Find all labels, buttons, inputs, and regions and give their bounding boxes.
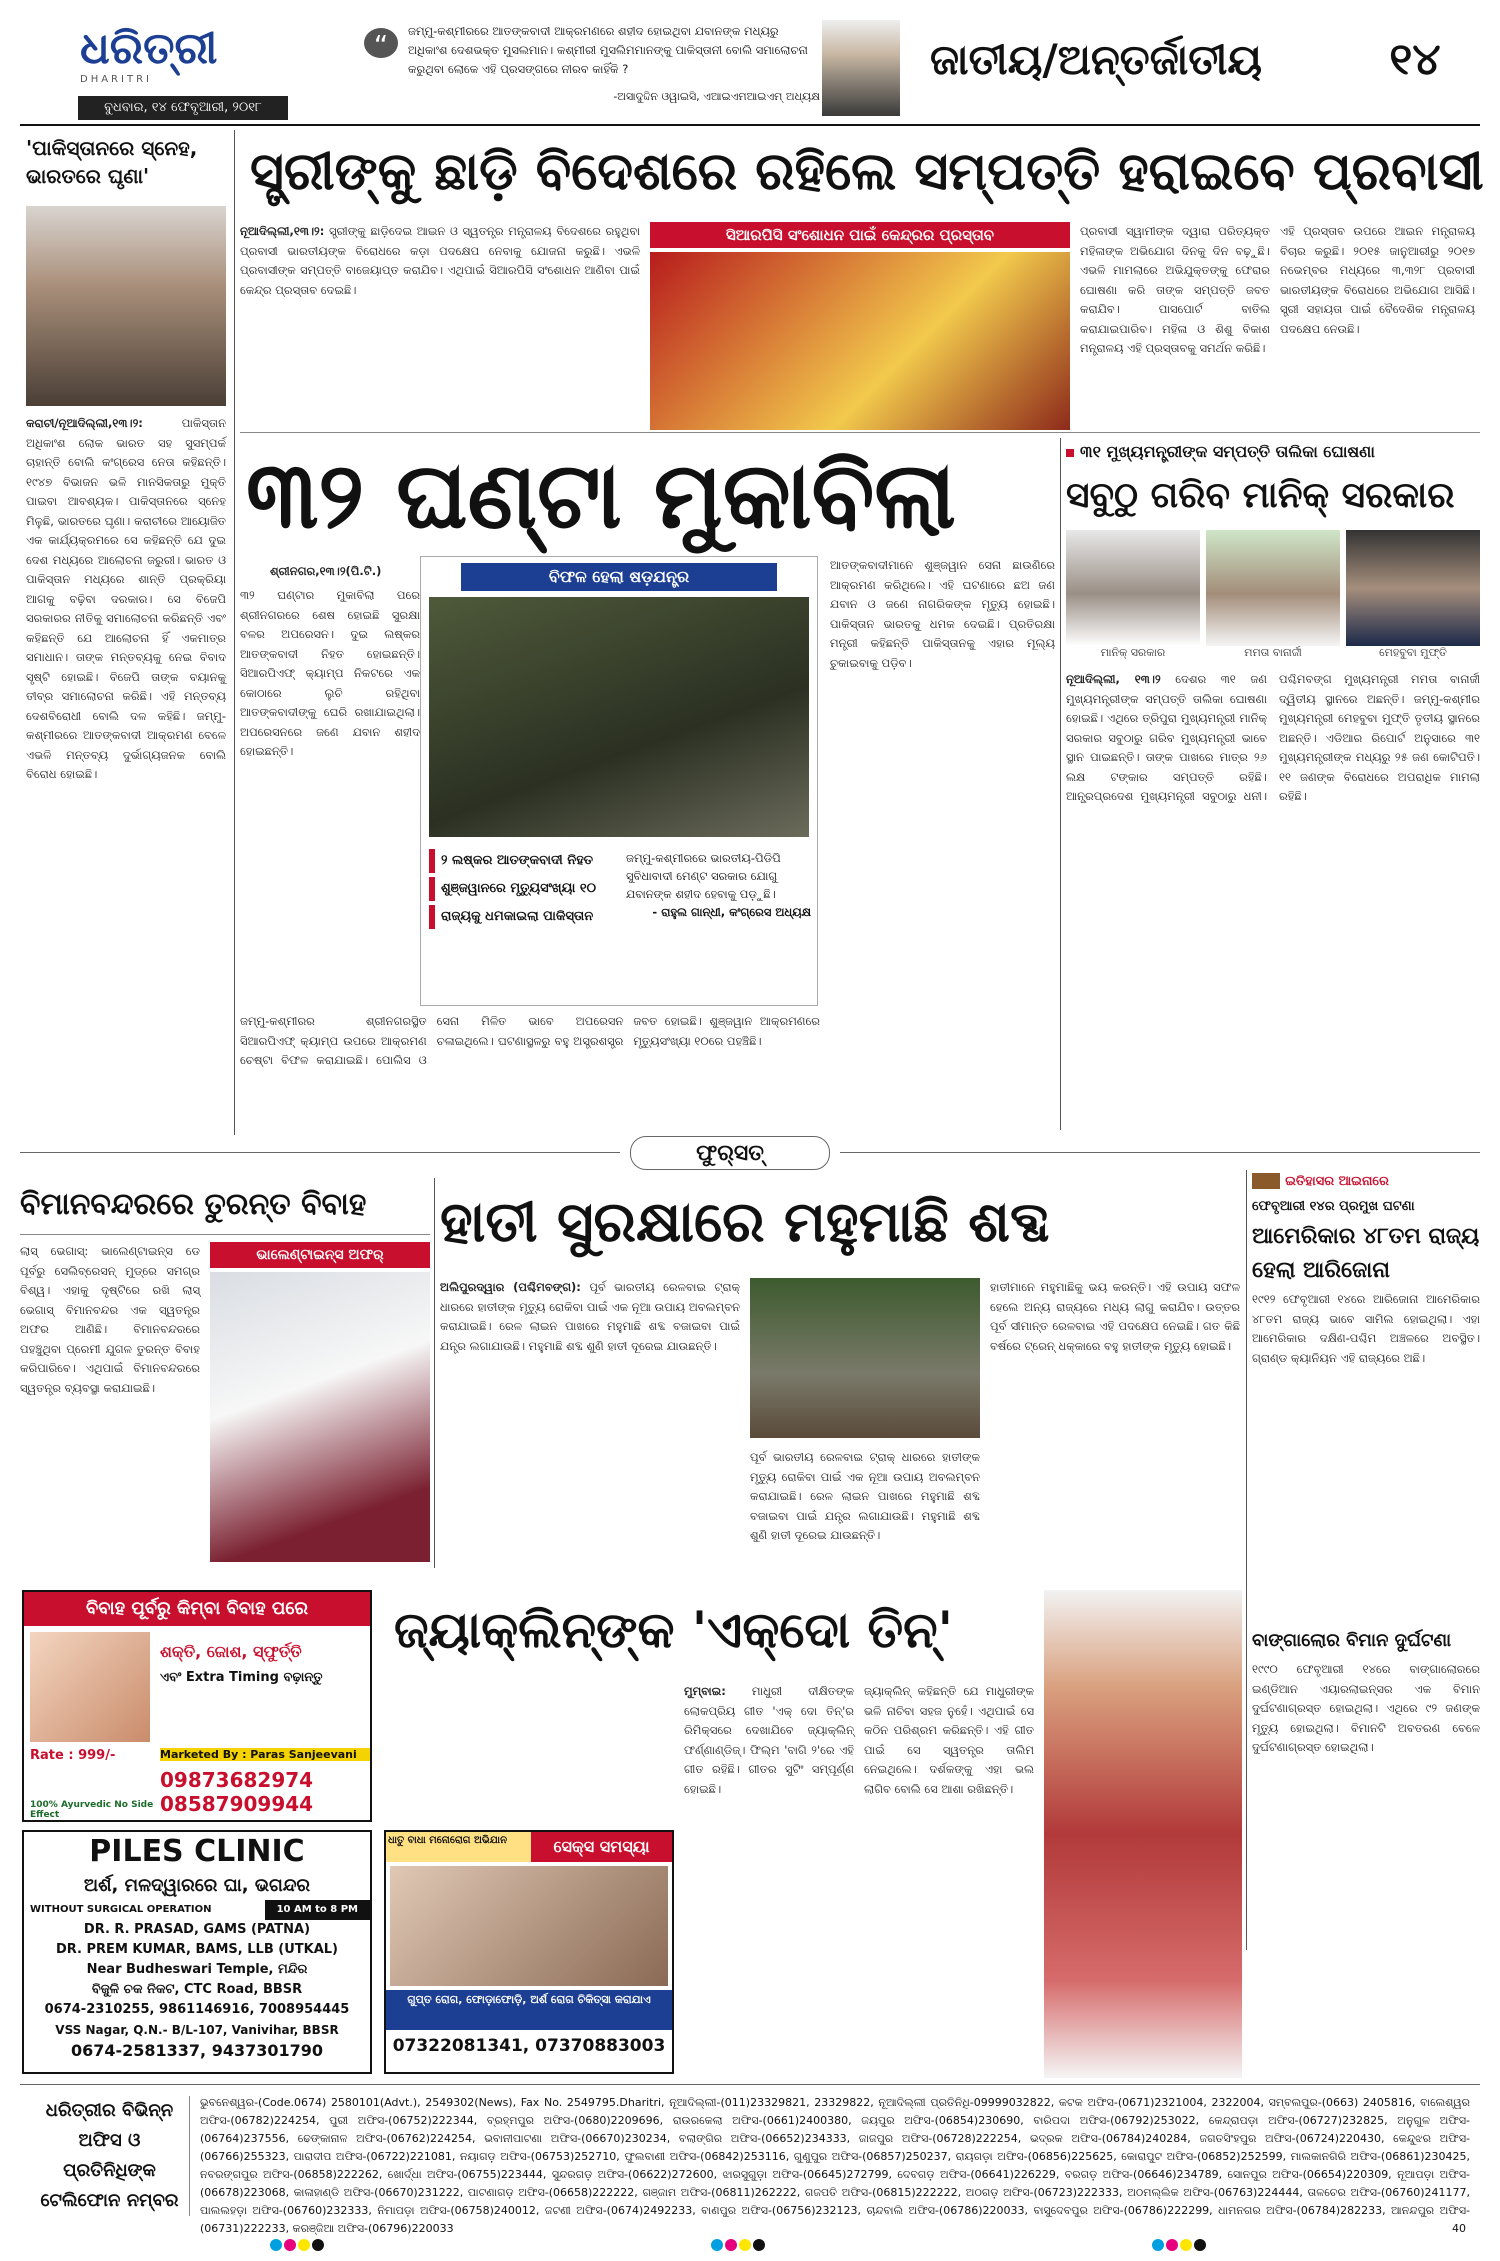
elephant-col3: ପୂର୍ବ ଭାରତୀୟ ରେଳବାଇ ଟ୍ରାକ୍ ଧାରରେ ହାତୀଙ୍କ ମୃତ୍ୟୁ ରୋକିବା ପାଇଁ ଏକ ନୂଆ ଉପାୟ ଅବଲମ୍ବନ କରାଯାଇଛି। ରେଳ ଲାଇନ ପାଖରେ ମହୁମାଛି ଶବ୍ଦ ବଜାଇବା ପାଇଁ ଯନ୍ତ୍ର ଲଗାଯାଉଛି। ମହୁମାଛି ଶବ୍ଦ ଶୁଣି ହାତୀ ଦୂରେଇ ଯାଉଛନ୍ତି।: [750, 1450, 980, 1542]
main-story-photo-label: ବିଫଳ ହେଲା ଷଡ଼ଯନ୍ତ୍ର: [461, 563, 777, 591]
ad-vivah-phone1: 09873682974: [160, 1768, 314, 1792]
itihas-body-2: ୧୯୯୦ ଫେବୃଆରୀ ୧୪ରେ ବାଙ୍ଗାଲୋରରେ ଇଣ୍ଡିଆନ ଏୟାରଲାଇନ୍ସର ଏକ ବିମାନ ଦୁର୍ଘଟଣାଗ୍ରସ୍ତ ହୋଇଥିଲା। ଏଥିରେ ୯୨ ଜଣଙ୍କ ମୃତ୍ୟୁ ହୋଇଥିଲା। ବିମାନଟି ଅବତରଣ ବେଳେ ଦୁର୍ଘଟଣାଗ୍ରସ୍ତ ହୋଇଥିଲା।: [1252, 1662, 1480, 1754]
elephant-divider: [1246, 1170, 1247, 1950]
logo-text: ଧରିତ୍ରୀ: [80, 23, 218, 74]
quote-portrait: [822, 20, 900, 116]
furusat-rule-right: [840, 1152, 1480, 1153]
left-body-text: ପାକିସ୍ତାନ ଅଧିକାଂଶ ଲୋକ ଭାରତ ସହ ସୁସମ୍ପର୍କ ଚାହାନ୍ତି ବୋଲି କଂଗ୍ରେସ ନେତା କହିଛନ୍ତି। ୧୯୪୭ ବିଭାଜନ ଭଳି ମାନସିକତାରୁ ମୁକ୍ତି ପାଇବା ଆବଶ୍ୟକ। ପାକିସ୍ତାନରେ ସ୍ନେହ ମିଳୁଛି, ଭାରତରେ ଘୃଣା। କରାଚୀରେ ଆୟୋଜିତ ଏକ କାର୍ଯ୍ୟକ୍ରମରେ ସେ କହିଛନ୍ତି ଯେ ଦୁଇ ଦେଶ ମଧ୍ୟରେ ଆଲୋଚନା ଜରୁରୀ। ଭାରତ ଓ ପାକିସ୍ତାନ ମଧ୍ୟରେ ଶାନ୍ତି ପ୍ରକ୍ରିୟା ଆଗକୁ ବଢ଼ିବା ଦରକାର। ସେ ବିଜେପି ସରକାରର ନୀତିକୁ ସମାଲୋଚନା କରିଛନ୍ତି ଏବଂ କହିଛନ୍ତି ଯେ ଆଲୋଚନା ହିଁ ଏକମାତ୍ର ସମାଧାନ। ତାଙ୍କ ମନ୍ତବ୍ୟକୁ ନେଇ ବିବାଦ ସୃଷ୍ଟି ହୋଇଛି। ବିଜେପି ତାଙ୍କ ବୟାନକୁ ତୀବ୍ର ସମାଲୋଚନା କରିଛି। ଏହି ମନ୍ତବ୍ୟ ଦେଶବିରୋଧୀ ବୋଲି ଦଳ କହିଛି। ଜମ୍ମୁ-କଶ୍ମୀରରେ ଆତଙ୍କବାଦୀ ଆକ୍ରମଣ ବେଳେ ଏଭଳି ମନ୍ତବ୍ୟ ଦୁର୍ଭାଗ୍ୟଜନକ ବୋଲି ବିରୋଧ ହୋଇଛି।: [26, 416, 226, 781]
elephant-photo: [750, 1278, 980, 1438]
ad-piles-title: PILES CLINIC: [89, 1834, 305, 1869]
wedding-hands-photo: [650, 252, 1070, 430]
cm-caption: ମମତା ବାନାର୍ଜୀ: [1244, 646, 1302, 659]
ad-vivah-title: ବିବାହ ପୂର୍ବରୁ କିମ୍ବା ବିବାହ ପରେ: [24, 1592, 370, 1626]
top-story-col4: ଏହି ପ୍ରସ୍ତାବ ଉପରେ ଆଇନ ମନ୍ତ୍ରାଳୟ ବିଚାର କରୁଛି। ୨୦୧୫ ଜାନୁଆରୀରୁ ୨୦୧୭ ନଭେମ୍ବର ମଧ୍ୟରେ ୩,୩୨୮ ପ୍ରବାସୀ ଭାରତୀୟଙ୍କ ବିରୋଧରେ ଅଭିଯୋଗ ଆସିଛି। ସ୍ତ୍ରୀ ସହାୟତା ପାଇଁ ବୈଦେଶିକ ମନ୍ତ୍ରାଳୟ ପଦକ୍ଷେପ ନେଉଛି।: [1280, 224, 1475, 336]
main-story-divider: [1060, 438, 1061, 1130]
ad-vivah-extra: ଶକ୍ତି, ଜୋଶ, ସ୍ଫୁର୍ତ୍ତି: [160, 1642, 302, 1661]
cm-caption: ମେହବୁବା ମୁଫ୍ତି: [1379, 646, 1447, 659]
wedding-couple-photo: [210, 1272, 430, 1562]
masthead-rule: [20, 124, 1480, 126]
bullet-item: ୨ ଲଷ୍କର ଆତଙ୍କବାଦୀ ନିହତ: [429, 849, 619, 873]
ad-sex-header: ଧାତୁ ବାଧା ମନୋରୋଗ ଅଭିଯାନ ସେକ୍ସ ସମସ୍ୟା: [386, 1832, 672, 1862]
jacqueline-dateline: ମୁମ୍ବାଇ:: [684, 1684, 726, 1698]
ad-piles-op: WITHOUT SURGICAL OPERATION 10 AM to 8 PM: [24, 1900, 370, 1920]
ad-vivah-timing: ଏବଂ Extra Timing ବଢ଼ାନ୍ତୁ: [160, 1670, 323, 1685]
jacqueline-col2: ଜ୍ୟାକ୍‌ଲିନ୍ କହିଛନ୍ତି ଯେ ମାଧୁରୀଙ୍କ ଭଳି ନାଚିବା ସହଜ ନୁହେଁ। ଏଥିପାଇଁ ସେ କଠିନ ପରିଶ୍ରମ କରିଛନ୍ତି। ଏହି ଗୀତ ପାଇଁ ସେ ସ୍ୱତନ୍ତ୍ର ତାଲିମ ନେଇଥିଲେ। ଦର୍ଶକଙ୍କୁ ଏହା ଭଲ ଲାଗିବ ବୋଲି ସେ ଆଶା ରଖିଛନ୍ତି।: [864, 1684, 1034, 1796]
main-story-headline: ୩୨ ଘଣ୍ଟା ମୁକାବିଲା: [246, 442, 956, 549]
jacqueline-story: [384, 1590, 1242, 2078]
footer-page-number: 40: [1452, 2222, 1466, 2235]
color-registration-marks: [270, 2236, 1270, 2252]
footer-rule: [20, 2084, 1480, 2085]
main-story-bottom: ଜମ୍ମୁ-କଶ୍ମୀରର ଶ୍ରୀନଗରସ୍ଥିତ ସିଆରପିଏଫ୍ କ୍ୟାମ୍ପ ଉପରେ ଆକ୍ରମଣ ଚେଷ୍ଟା ବିଫଳ କରାଯାଇଛି। ପୋଲିସ ଓ ସେନା ମିଳିତ ଭାବେ ଅପରେସନ ଚଳାଇଥିଲେ। ଘଟଣାସ୍ଥଳରୁ ବହୁ ଅସ୍ତ୍ରଶସ୍ତ୍ର ଜବତ ହୋଇଛି। ଶୁଞ୍ଜୱାନ ଆକ୍ରମଣରେ ମୃତ୍ୟୁସଂଖ୍ୟା ୧୦ରେ ପହଞ୍ଚିଛି।: [240, 1014, 820, 1067]
ad-piles-dr1: DR. R. PRASAD, GAMS (PATNA): [83, 1922, 311, 1937]
top-story: [240, 132, 1484, 432]
ad-sex-line: ଗୁପ୍ତ ରୋଗ, ଫୋଡ଼ାଫୋଡ଼ି, ଅର୍ଶ ରୋଗ ଚିକିତ୍ସା କରାଯାଏ: [386, 1990, 672, 2030]
itihas-headline: ଆମେରିକାର ୪୮ତମ ରାଜ୍ୟ ହେଲା ଆରିଜୋନା: [1252, 1224, 1480, 1283]
page-number: ୧୪: [1389, 34, 1441, 85]
left-col-divider: [234, 130, 235, 1135]
cm-story-body: ନୂଆଦିଲ୍ଲୀ, ୧୩।୨ ଦେଶର ୩୧ ଜଣ ମୁଖ୍ୟମନ୍ତ୍ରୀଙ୍କ ସମ୍ପତ୍ତି ତାଲିକା ଘୋଷଣା ହୋଇଛି। ଏଥିରେ ତ୍ରିପୁରା ମୁଖ୍ୟମନ୍ତ୍ରୀ ମାନିକ୍ ସରକାର ସବୁଠାରୁ ଗରିବ ମୁଖ୍ୟମନ୍ତ୍ରୀ ଭାବେ ସ୍ଥାନ ପାଇଛନ୍ତି। ତାଙ୍କ ପାଖରେ ମାତ୍ର ୨୬ ଲକ୍ଷ ଟଙ୍କାର ସମ୍ପତ୍ତି ରହିଛି। ଆନ୍ଧ୍ରପ୍ରଦେଶ ମୁଖ୍ୟମନ୍ତ୍ରୀ ସବୁଠାରୁ ଧନୀ। ପଶ୍ଚିମବଙ୍ଗ ମୁଖ୍ୟମନ୍ତ୍ରୀ ମମତା ବାନାର୍ଜୀ ଦ୍ୱିତୀୟ ସ୍ଥାନରେ ଅଛନ୍ତି। ଜମ୍ମୁ-କଶ୍ମୀର ମୁଖ୍ୟମନ୍ତ୍ରୀ ମେହବୁବା ମୁଫ୍ତି ତୃତୀୟ ସ୍ଥାନରେ ଅଛନ୍ତି। ଏଡିଆର ରିପୋର୍ଟ ଅନୁସାରେ ୩୧ ମୁଖ୍ୟମନ୍ତ୍ରୀଙ୍କ ମଧ୍ୟରୁ ୨୫ ଜଣ କୋଟିପତି। ୧୧ ଜଣଙ୍କ ବିରୋଧରେ ଅପରାଧିକ ମାମଲା ରହିଛି।: [1066, 672, 1480, 803]
ad-piles-dr2: DR. PREM KUMAR, BAMS, LLB (UTKAL): [56, 1942, 338, 1957]
left-portrait: [26, 206, 226, 406]
ad-piles-addr1: Near Budheswari Temple, ମନ୍ଦିର: [86, 1962, 308, 1977]
elephant-headline: ହାତୀ ସୁରକ୍ଷାରେ ମହୁମାଛି ଶବ୍ଦ: [440, 1190, 1050, 1255]
main-story: [240, 438, 1058, 1130]
masthead-date: ବୁଧବାର, ୧୪ ଫେବୃଆରୀ, ୨୦୧୮: [78, 96, 288, 120]
ad-vivah-photo: [30, 1632, 150, 1742]
footer-title: ଧରିତ୍ରୀର ବିଭିନ୍ନ ଅଫିସ ଓ ପ୍ରତିନିଧିଙ୍କ ଟେଲିଫୋନ ନମ୍ବର: [30, 2096, 190, 2216]
main-story-col3: ଆତଙ୍କବାଦୀମାନେ ଶୁଞ୍ଜୱାନ ସେନା ଛାଉଣିରେ ଆକ୍ରମଣ କରିଥିଲେ। ଏହି ଘଟଣାରେ ଛଅ ଜଣ ଯବାନ ଓ ଜଣେ ନାଗରିକଙ୍କ ମୃତ୍ୟୁ ହୋଇଛି। ପାକିସ୍ତାନ ଭାରତକୁ ଧମକ ଦେଇଛି। ପ୍ରତିରକ୍ଷା ମନ୍ତ୍ରୀ କହିଛନ୍ତି ପାକିସ୍ତାନକୁ ଏହାର ମୂଲ୍ୟ ଚୁକାଇବାକୁ ପଡ଼ିବ।: [830, 558, 1055, 670]
main-story-bullets: [429, 849, 619, 929]
ad-piles-ph2: 0674-2581337, 9437301790: [70, 2041, 324, 2060]
elephant-story: [440, 1178, 1242, 1568]
cm-photo-mehbooba: [1346, 530, 1480, 646]
book-icon: [1252, 1173, 1280, 1189]
cm-caption: ମାନିକ୍ ସରକାର: [1100, 646, 1166, 659]
ad-vivah-phone2: 08587909944: [160, 1792, 314, 1816]
section-title: ଜାତୀୟ/ଅନ୍ତର୍ଜାତୀୟ: [930, 35, 1263, 84]
left-body: [20, 410, 232, 1138]
masthead-quote-by: -ଅସାଦୁଦ୍ଦିନ ଓୱାଇସି, ଏଆଇଏମଆଇଏମ୍ ଅଧ୍ୟକ୍ଷ: [613, 90, 820, 103]
logo-sub: DHARITRI: [80, 74, 152, 85]
elephant-col1: ଅଲିପୁରଦ୍ୱାର (ପଶ୍ଚିମବଙ୍ଗ): ପୂର୍ବ ଭାରତୀୟ ରେଳବାଇ ଟ୍ରାକ୍ ଧାରରେ ହାତୀଙ୍କ ମୃତ୍ୟୁ ରୋକିବା ପାଇଁ ଏକ ନୂଆ ଉପାୟ ଅବଲମ୍ବନ କରାଯାଇଛି। ରେଳ ଲାଇନ ପାଖରେ ମହୁମାଛି ଶବ୍ଦ ବଜାଇବା ପାଇଁ ଯନ୍ତ୍ର ଲଗାଯାଉଛି। ମହୁମାଛି ଶବ୍ଦ ଶୁଣି ହାତୀ ଦୂରେଇ ଯାଉଛନ୍ତି।: [440, 1280, 741, 1353]
itihas-body: ୧୯୧୨ ଫେବୃଆରୀ ୧୪ରେ ଆରିଜୋନା ଆମେରିକାର ୪୮ତମ ରାଜ୍ୟ ଭାବେ ସାମିଲ ହୋଇଥିଲା। ଏହା ଆମେରିକାର ଦକ୍ଷିଣ-ପଶ୍ଚିମ ଅଞ୍ଚଳରେ ଅବସ୍ଥିତ। ଗ୍ରାଣ୍ଡ କ୍ୟାନିୟନ ଏହି ରାଜ୍ୟରେ ଅଛି।: [1252, 1292, 1480, 1365]
furusat-rule-left: [20, 1152, 620, 1153]
left-dateline: କରାଚୀ/ନୂଆଦିଲ୍ଲୀ,୧୩।୨:: [26, 416, 143, 430]
ad-piles: [22, 1830, 372, 2074]
jacqueline-headline: ଜ୍ୟାକ୍‌ଲିନ୍‌ଙ୍କ 'ଏକ୍‌ଦୋ ତିନ୍': [394, 1601, 953, 1659]
main-story-quote: ଜମ୍ମୁ-କଶ୍ମୀରରେ ଭାରତୀୟ-ପିଡିପି ସୁବିଧାବାଦୀ ମେଣ୍ଟ ସରକାର ଯୋଗୁ ଯବାନଙ୍କ ଶହୀଦ ହେବାକୁ ପଡ଼ୁଛି। - ରାହୁଲ ଗାନ୍ଧୀ, କଂଗ୍ରେସ ଅଧ୍ୟକ୍ଷ: [626, 851, 811, 919]
ad-vivah-ayur: 100% Ayurvedic No Side Effect: [30, 1800, 154, 1820]
wedding-headline: ବିମାନବନ୍ଦରରେ ତୁରନ୍ତ ବିବାହ: [20, 1178, 430, 1235]
cm-captions: [1066, 646, 1480, 666]
elephant-col2: ହାତୀମାନେ ମହୁମାଛିକୁ ଭୟ କରନ୍ତି। ଏହି ଉପାୟ ସଫଳ ହେଲେ ଅନ୍ୟ ରାଜ୍ୟରେ ମଧ୍ୟ ଲାଗୁ କରାଯିବ। ଉତ୍ତର ପୂର୍ବ ସୀମାନ୍ତ ରେଳବାଇ ଏହି ପଦକ୍ଷେପ ନେଇଛି। ଗତ କିଛି ବର୍ଷରେ ଟ୍ରେନ୍ ଧକ୍କାରେ ବହୁ ହାତୀଙ୍କ ମୃତ୍ୟୁ ହୋଇଛି।: [990, 1280, 1240, 1353]
main-story-quote-by: - ରାହୁଲ ଗାନ୍ଧୀ, କଂଗ୍ରେସ ଅଧ୍ୟକ୍ଷ: [652, 905, 811, 919]
top-story-inset-label: ସିଆରପିସି ସଂଶୋଧନ ପାଇଁ କେନ୍ଦ୍ରର ପ୍ରସ୍ତାବ: [650, 222, 1070, 248]
itihas-column: [1252, 1170, 1480, 1950]
itihas-date: ଫେବୃଆରୀ ୧୪ର ପ୍ରମୁଖ ଘଟଣା: [1252, 1199, 1415, 1214]
masthead-quote: ଜମ୍ମୁ-କଶ୍ମୀରରେ ଆତଙ୍କବାଦୀ ଆକ୍ରମଣରେ ଶହୀଦ ହୋଇଥିବା ଯବାନଙ୍କ ମଧ୍ୟରୁ ଅଧିକାଂଶ ଦେଶଭକ୍ତ ମୁସଲମାନ। କଶ୍ମୀରୀ ମୁସଲିମମାନଙ୍କୁ ପାକିସ୍ତାନୀ ବୋଲି ସମାଲୋଚନା କରୁଥିବା ଲୋକେ ଏହି ପ୍ରସଙ୍ଗରେ ନୀରବ କାହିଁକି ?: [408, 24, 808, 76]
itihas-label: ଇତିହାସର ଆଇନାରେ: [1252, 1170, 1480, 1196]
wedding-offer-label: ଭାଲେଣ୍ଟାଇନ୍ସ ଅଫର୍: [210, 1242, 430, 1268]
masthead-logo: [80, 24, 280, 84]
top-story-inset: [650, 222, 1070, 432]
soldiers-photo: [429, 597, 809, 837]
top-story-col1: ନୂଆଦିଲ୍ଲୀ,୧୩।୨: ସ୍ତ୍ରୀଙ୍କୁ ଛାଡ଼ିଦେଇ ଆଇନ ଓ ସ୍ୱତନ୍ତ୍ର ମନ୍ତ୍ରାଳୟ ବିଦେଶରେ ରହୁଥିବା ପ୍ରବାସୀ ଭାରତୀୟଙ୍କ ବିରୋଧରେ କଡ଼ା ପଦକ୍ଷେପ ନେବାକୁ ଯୋଜନା କରୁଛି। ଏଭଳି ପ୍ରବାସୀଙ୍କ ସମ୍ପତ୍ତି ବାଜେୟାପ୍ତ କରାଯିବ। ଏଥିପାଇଁ ସିଆରପିସି ସଂଶୋଧନ ଆଣିବା ପାଇଁ କେନ୍ଦ୍ର ପ୍ରସ୍ତାବ ଦେଇଛି।: [240, 224, 640, 297]
jacqueline-photo: [1044, 1590, 1242, 2078]
elephant-dateline: ଅଲିପୁରଦ୍ୱାର (ପଶ୍ଚିମବଙ୍ଗ):: [440, 1280, 581, 1294]
ad-piles-ph1: 0674-2310255, 9861146916, 7008954445: [44, 2002, 350, 2017]
top-story-col3: ପ୍ରବାସୀ ସ୍ୱାମୀଙ୍କ ଦ୍ୱାରା ପରିତ୍ୟକ୍ତ ମହିଳାଙ୍କ ଅଭିଯୋଗ ଦିନକୁ ଦିନ ବଢ଼ୁଛି। ଏଭଳି ମାମଲାରେ ଅଭିଯୁକ୍ତଙ୍କୁ ଫେରାର ଘୋଷଣା କରି ତାଙ୍କ ସମ୍ପତ୍ତି ଜବତ କରାଯିବ। ପାସପୋର୍ଟ ବାତିଲ କରାଯାଇପାରିବ। ମହିଳା ଓ ଶିଶୁ ବିକାଶ ମନ୍ତ୍ରାଳୟ ଏହି ପ୍ରସ୍ତାବକୁ ସମର୍ଥନ କରିଛି।: [1080, 224, 1270, 355]
footer-text: ଭୁବନେଶ୍ୱର-(Code.0674) 2580101(Advt.), 2549302(News), Fax No. 2549795.Dharitri, ନୂଆଦିଲ୍ଲୀ-(011)23329821, 23329822, ନୂଆଦିଲ୍ଲୀ ପ୍ରତିନିଧି-09999032822, କଟକ ଅଫିସ-(0671)2321004, 2322004, ସମ୍ବଲପୁର-(0663) 2405816, ବାଲେଶ୍ୱର ଅଫିସ-(06782)224254, ପୁରୀ ଅଫିସ-(06752)222344, ବ୍ରହ୍ମପୁର ଅଫିସ-(0680)2209696, ରାଉରକେଲା ଅଫିସ-(0661)2400380, ଜୟପୁର ଅଫିସ-(06854)230690, ବାରିପଦା ଅଫିସ-(06792)253022, କେନ୍ଦ୍ରାପଡ଼ା ଅଫିସ-(06727)232825, ଅନୁଗୁଳ ଅଫିସ-(06764)237556, ଢେଙ୍କାନାଳ ଅଫିସ-(06762)224254, ଭବାନୀପାଟଣା ଅଫିସ-(06670)230234, ବଲାଙ୍ଗିର ଅଫିସ-(06652)234333, ଜାଜପୁର ଅଫିସ-(06728)222254, ଭଦ୍ରକ ଅଫିସ-(06784)240284, ଜଗତସିଂହପୁର ଅଫିସ-(06724)220430, କେନ୍ଦୁଝର ଅଫିସ-(06766)255323, ପାରାଦୀପ ଅଫିସ-(06722)221081, ନୟାଗଡ଼ ଅଫିସ-(06753)252710, ଫୁଲବାଣୀ ଅଫିସ-(06842)253116, ଗୁଣୁପୁର ଅଫିସ-(06857)250237, ରାୟଗଡ଼ା ଅଫିସ-(06856)225625, କୋରାପୁଟ ଅଫିସ-(06852)252599, ମାଲକାନଗିରି ଅଫିସ-(06861)230425, ନବରଙ୍ଗପୁର ଅଫିସ-(06858)222262, ଖୋର୍ଦ୍ଧା ଅଫିସ-(06755)223444, ସୁନ୍ଦରଗଡ଼ ଅଫିସ-(06622)272600, ଝାରସୁଗୁଡ଼ା ଅଫିସ-(06645)272799, ଦେବଗଡ଼ ଅଫିସ-(06641)226229, ବରଗଡ଼ ଅଫିସ-(06646)234789, ସୋନପୁର ଅଫିସ-(06654)220309, ନୂଆପଡ଼ା ଅଫିସ-(06678)223068, କାଳାହାଣ୍ଡି ଅଫିସ-(06670)231222, ପାଟଣାଗଡ଼ ଅଫିସ-(06658)222222, ଗଞ୍ଜାମ ଅଫିସ-(06811)262222, ଗଜପତି ଅଫିସ-(06815)222222, ଅଠଗଡ଼ ଅଫିସ-(06723)222333, ଅଠମଲ୍ଲିକ ଅଫିସ-(06763)224444, ତାଳଚେର ଅଫିସ-(06760)241177, ପାଲଲହଡ଼ା ଅଫିସ-(06760)232333, ନିମାପଡ଼ା ଅଫିସ-(06758)240012, ଜଟଣୀ ଅଫିସ-(0674)2492233, ବାଣପୁର ଅଫିସ-(06756)232123, ଚାନ୍ଦବାଲି ଅଫିସ-(06786)220033, ବାସୁଦେବପୁର ଅଫିସ-(06786)222299, ଧାମନଗର ଅଫିସ-(06784)282233, ଆନନ୍ଦପୁର ଅଫିସ-(06731)222233, କରଞ୍ଜିଆ ଅଫିସ-(06796)220033: [200, 2096, 1470, 2235]
ad-vivah-marketed: Marketed By : Paras Sanjeevani: [160, 1748, 370, 1761]
cm-story-dateline: ନୂଆଦିଲ୍ଲୀ, ୧୩।୨: [1066, 672, 1161, 686]
cm-photos: [1066, 530, 1480, 646]
top-story-rule: [240, 432, 1480, 433]
ad-vivah-rate: Rate : 999/-: [30, 1748, 116, 1763]
cm-story-tag: ୩୧ ମୁଖ୍ୟମନ୍ତ୍ରୀଙ୍କ ସମ୍ପତ୍ତି ତାଲିକା ଘୋଷଣା: [1066, 440, 1480, 466]
furusat-label: ଫୁର୍‌ସତ୍: [630, 1136, 830, 1170]
ad-piles-addr2: ବିଜୁଳି ଚକ ନିକଟ, CTC Road, BBSR: [91, 1982, 303, 1997]
bullet-item: ରାଜ୍ୟକୁ ଧମକାଇଲା ପାକିସ୍ତାନ: [429, 905, 619, 929]
top-story-dateline: ନୂଆଦିଲ୍ଲୀ,୧୩।୨:: [240, 224, 325, 238]
cm-photo-mamata: [1206, 530, 1340, 646]
ad-vivah: [22, 1590, 372, 1822]
left-headline: 'ପାକିସ୍ତାନରେ ସ୍ନେହ, ଭାରତରେ ଘୃଣା': [26, 136, 198, 188]
wedding-offer-box: [210, 1242, 430, 1562]
cm-photo-manik: [1066, 530, 1200, 646]
bullet-item: ଶୁଞ୍ଜୱାନରେ ମୃତ୍ୟୁସଂଖ୍ୟା ୧୦: [429, 877, 619, 901]
cm-story-tag-marker: [1066, 449, 1074, 457]
wedding-divider: [434, 1178, 435, 1568]
itihas-headline-2: ବାଙ୍ଗାଲୋର ବିମାନ ଦୁର୍ଘଟଣା: [1252, 1630, 1452, 1651]
jacqueline-col1: ମୁମ୍ବାଇ: ମାଧୁରୀ ଦୀକ୍ଷିତଙ୍କ ଲୋକପ୍ରିୟ ଗୀତ 'ଏକ୍ ଦୋ ତିନ୍'ର ରିମିକ୍ସରେ ଦେଖାଯିବେ ଜ୍ୟାକ୍‌ଲିନ୍ ଫର୍ଣ୍ଣାଣ୍ଡିଜ୍। ଫିଲ୍ମ 'ବାଗି ୨'ରେ ଏହି ଗୀତ ରହିଛି। ଗୀତର ସୁଟିଂ ସମ୍ପୂର୍ଣ୍ଣ ହୋଇଛି।: [684, 1684, 854, 1796]
wedding-body: ଲାସ୍ ଭେଗାସ୍: ଭାଲେଣ୍ଟାଇନ୍ସ ଡେ ପୂର୍ବରୁ ସେଲିବ୍ରେସନ୍ ମୁଡ୍‌ରେ ସମଗ୍ର ବିଶ୍ୱ। ଏହାକୁ ଦୃଷ୍ଟିରେ ରଖି ଲାସ୍ ଭେଗାସ୍ ବିମାନବନ୍ଦର ଏକ ସ୍ୱତନ୍ତ୍ର ଅଫର ଆଣିଛି। ବିମାନବନ୍ଦରରେ ପହଞ୍ଚୁଥିବା ପ୍ରେମୀ ଯୁଗଳ ତୁରନ୍ତ ବିବାହ କରିପାରିବେ। ଏଥିପାଇଁ ବିମାନବନ୍ଦରରେ ସ୍ୱତନ୍ତ୍ର ବ୍ୟବସ୍ଥା କରାଯାଇଛି।: [20, 1244, 200, 1395]
main-story-dateline: ଶ୍ରୀନଗର,୧୩।୨(ପି.ଟି.): [270, 564, 382, 578]
wedding-story: [20, 1178, 430, 1568]
ad-sex-phones: 07322081341, 07370883003: [392, 2036, 666, 2056]
cm-story-headline: ସବୁଠୁ ଗରିବ ମାନିକ୍ ସରକାର: [1066, 475, 1455, 516]
main-story-col1: ୩୨ ଘଣ୍ଟାର ମୁକାବିଲା ପରେ ଶ୍ରୀନଗରରେ ଶେଷ ହୋଇଛି ସୁରକ୍ଷା ବଳର ଅପରେସନ। ଦୁଇ ଲଷ୍କର ଆତଙ୍କବାଦୀ ନିହତ ହୋଇଛନ୍ତି। ସିଆରପିଏଫ୍ କ୍ୟାମ୍ପ ନିକଟରେ ଏକ କୋଠାରେ ଲୁଚି ରହିଥିବା ଆତଙ୍କବାଦୀଙ୍କୁ ଘେରି ରଖାଯାଇଥିଲା। ଅପରେସନରେ ଜଣେ ଯବାନ ଶହୀଦ ହୋଇଛନ୍ତି।: [240, 588, 420, 758]
masthead: [0, 0, 1500, 126]
cm-story: [1066, 440, 1480, 1130]
quote-icon: “: [364, 28, 398, 58]
ad-piles-sub: ଅର୍ଶ, ମଳଦ୍ୱାରରେ ଘା, ଭଗନ୍ଦର: [83, 1875, 311, 1896]
top-story-headline: ସ୍ତ୍ରୀଙ୍କୁ ଛାଡ଼ି ବିଦେଶରେ ରହିଲେ ସମ୍ପତ୍ତି ହରାଇବେ ପ୍ରବାସୀ: [250, 142, 1484, 202]
left-column: [20, 130, 232, 1135]
ad-piles-addr3: VSS Nagar, Q.N.- B/L-107, Vanivihar, BBSR: [55, 2023, 339, 2037]
main-story-photo-box: [420, 556, 818, 1006]
